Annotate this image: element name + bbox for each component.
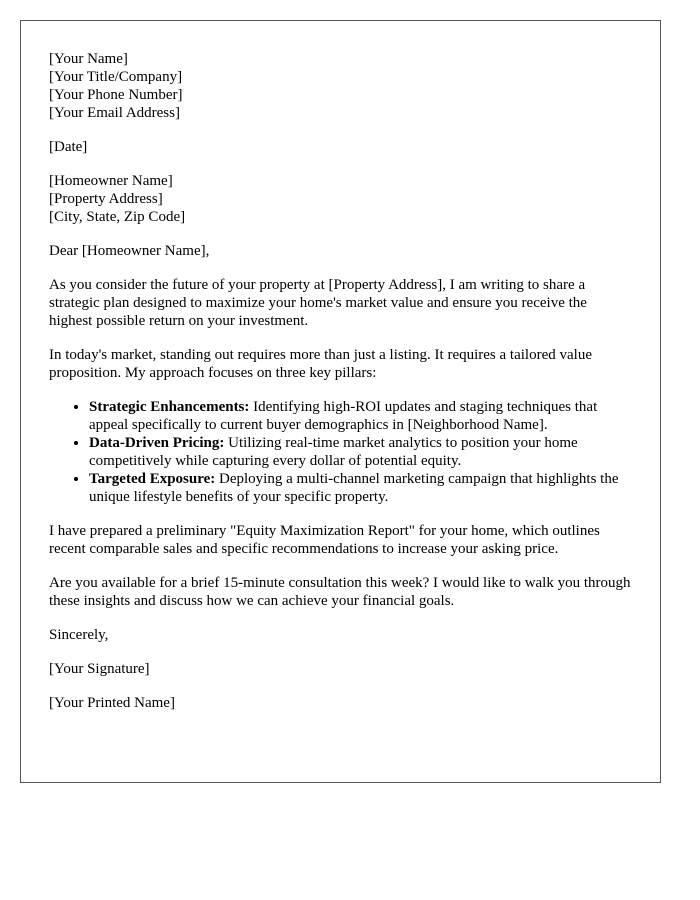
signoff: Sincerely, xyxy=(49,627,109,643)
sender-title: [Your Title/Company] xyxy=(49,69,183,85)
recipient-city: [City, State, Zip Code] xyxy=(49,209,186,225)
pillars-list xyxy=(49,398,632,506)
salutation: Dear [Homeowner Name], xyxy=(49,243,210,259)
list-item xyxy=(89,398,632,434)
pillar-text: Identifying high-ROI updates and staging techniques that appeal specifically to current buyer demographics in [Neighborhood Name]. xyxy=(89,399,598,433)
pillar-title: Strategic Enhancements: xyxy=(89,399,250,415)
list-item xyxy=(89,434,632,470)
recipient-address: [Property Address] xyxy=(49,191,163,207)
letter xyxy=(20,20,661,783)
list-item xyxy=(89,470,632,506)
pillar-title: Targeted Exposure: xyxy=(89,471,216,487)
body-paragraph: Are you available for a brief 15-minute consultation this week? I would like to walk you through these insights and discuss how we can achieve your financial goals. xyxy=(49,575,631,609)
date: [Date] xyxy=(49,139,88,155)
sender-name: [Your Name] xyxy=(49,51,128,67)
body-paragraph: I have prepared a preliminary "Equity Maximization Report" for your home, which outlines recent comparable sales and specific recommendations to increase your asking price. xyxy=(49,523,600,557)
sender-email: [Your Email Address] xyxy=(49,105,180,121)
pillar-text: Deploying a multi-channel marketing campaign that highlights the unique lifestyle benefits of your specific property. xyxy=(89,471,619,505)
sender-phone: [Your Phone Number] xyxy=(49,87,183,103)
recipient-block xyxy=(49,172,632,226)
sender-block xyxy=(49,50,632,122)
recipient-name: [Homeowner Name] xyxy=(49,173,173,189)
body-paragraph: As you consider the future of your property at [Property Address], I am writing to share a strategic plan designed to maximize your home's market value and ensure you receive the highest possible return on your investment. xyxy=(49,277,587,329)
signature: [Your Signature] xyxy=(49,661,150,677)
pillar-title: Data-Driven Pricing: xyxy=(89,435,225,451)
body-paragraph: In today's market, standing out requires more than just a listing. It requires a tailored value proposition. My approach focuses on three key pillars: xyxy=(49,347,592,381)
printed-name: [Your Printed Name] xyxy=(49,695,175,711)
pillar-text: Utilizing real-time market analytics to position your home competitively while capturing every dollar of potential equity. xyxy=(89,435,578,469)
